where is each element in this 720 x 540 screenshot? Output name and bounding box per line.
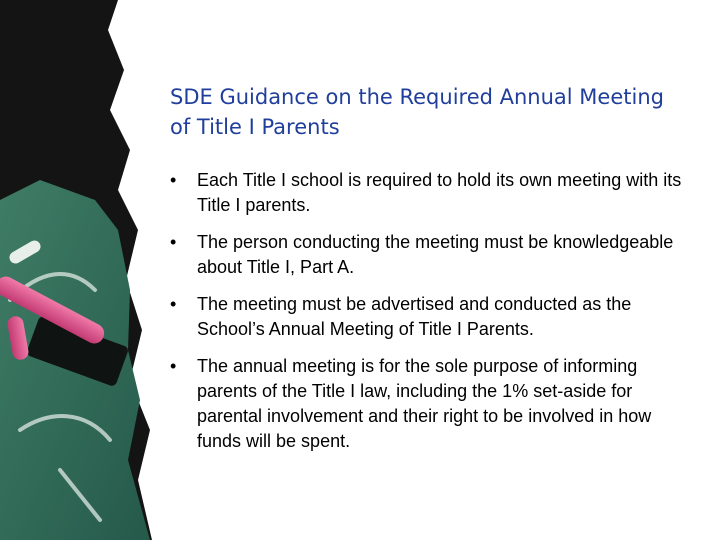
- bullet-marker: •: [170, 356, 177, 376]
- bullet-marker: •: [170, 294, 177, 314]
- bullet-text: The meeting must be advertised and conducted as the School’s Annual Meeting of Title I Parents.: [197, 294, 632, 339]
- bullet-item: [170, 292, 690, 342]
- bullet-text: The person conducting the meeting must be knowledgeable about Title I, Part A.: [197, 232, 674, 277]
- slide-title: SDE Guidance on the Required Annual Meeting of Title I Parents: [170, 85, 664, 139]
- bullet-text: Each Title I school is required to hold its own meeting with its Title I parents.: [197, 170, 682, 215]
- bullet-marker: •: [170, 170, 177, 190]
- bullet-item: [170, 168, 690, 218]
- bullet-list: [170, 168, 690, 466]
- bullet-marker: •: [170, 232, 177, 252]
- bullet-item: [170, 230, 690, 280]
- bullet-text: The annual meeting is for the sole purpose of informing parents of the Title I law, including the 1% set-aside for parental involvement and their right to be involved in how funds will be spent.: [197, 356, 652, 451]
- bullet-item: [170, 354, 690, 454]
